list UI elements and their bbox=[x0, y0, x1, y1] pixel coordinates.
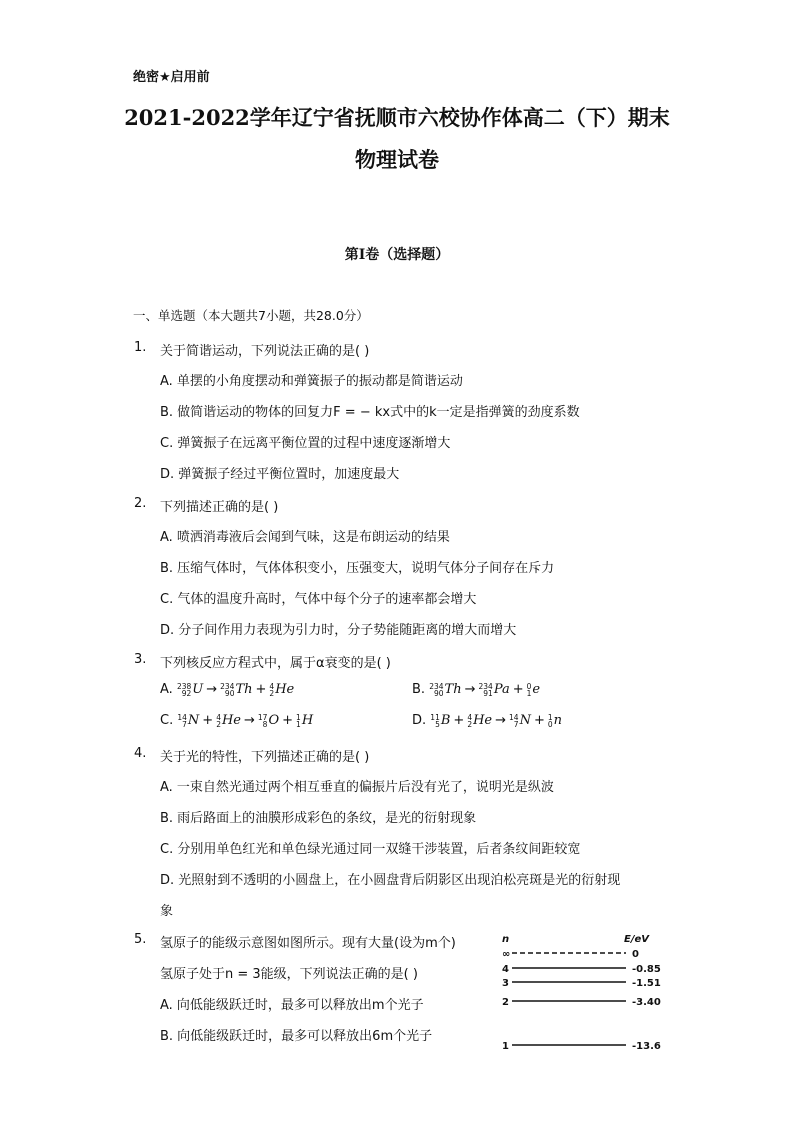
atomic-number: 2 bbox=[467, 719, 473, 729]
atomic-number: 7 bbox=[182, 719, 187, 729]
element-symbol: B bbox=[440, 713, 451, 728]
question-number: 5. bbox=[134, 932, 147, 947]
option-b: B. 做简谐运动的物体的回复力F = − kx式中的k一定是指弹簧的劲度系数 bbox=[160, 405, 580, 420]
equation-operator: + bbox=[533, 713, 545, 728]
question-number: 3. bbox=[134, 652, 147, 667]
mass-number: 14 bbox=[177, 712, 187, 722]
equation-operator: → bbox=[464, 682, 476, 697]
section-title: 第Ⅰ卷（选择题） bbox=[344, 247, 450, 263]
option-letter: C. bbox=[160, 713, 174, 728]
mass-number: 238 bbox=[176, 681, 192, 691]
option-b: B. 雨后路面上的油膜形成彩色的条纹，是光的衍射现象 bbox=[160, 811, 477, 826]
confidential-seal: 绝密★启用前 bbox=[133, 70, 210, 85]
question-number: 4. bbox=[134, 746, 147, 761]
atomic-number: 92 bbox=[181, 688, 192, 698]
nuclear-equation bbox=[177, 682, 294, 697]
question-stem: 下列核反应方程式中，属于α衰变的是( ) bbox=[160, 656, 391, 671]
question-number: 1. bbox=[134, 340, 147, 355]
level-energy-label: -13.6 bbox=[632, 1041, 661, 1052]
nuclide bbox=[296, 713, 313, 728]
group-title: 一、单选题（本大题共7小题，共28.0分） bbox=[133, 308, 369, 323]
level-n-label: ∞ bbox=[502, 949, 511, 960]
level-energy-label: -0.85 bbox=[632, 964, 661, 975]
nuclide bbox=[220, 682, 252, 697]
level-n-label: 4 bbox=[502, 964, 509, 975]
nuclide bbox=[177, 713, 199, 728]
equation-operator: + bbox=[512, 682, 524, 697]
atomic-number: 7 bbox=[513, 719, 519, 729]
atomic-number: 91 bbox=[483, 688, 493, 698]
question-stem: 下列描述正确的是( ) bbox=[160, 500, 279, 515]
mass-number: 1 bbox=[296, 712, 301, 722]
atomic-number: 90 bbox=[433, 688, 444, 698]
option-letter: B. bbox=[412, 682, 426, 697]
question-number: 2. bbox=[134, 496, 147, 511]
equation-operator: + bbox=[453, 713, 465, 728]
option-a bbox=[160, 682, 294, 697]
atomic-number: 5 bbox=[435, 719, 440, 729]
mass-number: 14 bbox=[509, 712, 519, 722]
nuclide bbox=[430, 713, 450, 728]
equation-operator: + bbox=[255, 682, 267, 697]
mass-number: 4 bbox=[467, 712, 473, 722]
element-symbol: O bbox=[268, 713, 280, 728]
mass-number: 234 bbox=[429, 681, 444, 691]
option-d: D. 弹簧振子经过平衡位置时，加速度最大 bbox=[160, 467, 400, 482]
atomic-number: 90 bbox=[224, 688, 235, 698]
level-n-label: 2 bbox=[502, 997, 509, 1008]
option-letter: A. bbox=[160, 682, 173, 697]
option-c: C. 弹簧振子在远离平衡位置的过程中速度逐渐增大 bbox=[160, 436, 451, 451]
mass-number: 11 bbox=[430, 712, 440, 722]
question-stem: 氢原子的能级示意图如图所示。现有大量(设为m个) bbox=[160, 936, 456, 951]
nuclide bbox=[548, 713, 562, 728]
element-symbol: He bbox=[473, 713, 493, 728]
option-letter: D. bbox=[412, 713, 427, 728]
nuclide bbox=[269, 682, 294, 697]
element-symbol: He bbox=[275, 682, 295, 697]
mass-number: 1 bbox=[547, 712, 553, 722]
mass-number: 234 bbox=[478, 681, 493, 691]
nuclide bbox=[509, 713, 531, 728]
equation-operator: + bbox=[202, 713, 214, 728]
nuclide bbox=[258, 713, 279, 728]
mass-number: 234 bbox=[220, 681, 235, 691]
option-a: A. 向低能级跃迁时，最多可以释放出m个光子 bbox=[160, 998, 424, 1013]
element-symbol: N bbox=[187, 713, 200, 728]
question-stem: 关于光的特性，下列描述正确的是( ) bbox=[160, 750, 370, 765]
nuclear-equation bbox=[429, 682, 540, 697]
exam-title-line1: 2021-2022学年辽宁省抚顺市六校协作体高二（下）期末 bbox=[124, 105, 670, 130]
equation-operator: + bbox=[282, 713, 294, 728]
exam-title-line2: 物理试卷 bbox=[355, 147, 439, 172]
level-energy-label: -3.40 bbox=[632, 997, 661, 1008]
level-energy-label: 0 bbox=[632, 949, 639, 960]
element-symbol: H bbox=[301, 713, 314, 728]
level-energy-label: -1.51 bbox=[632, 978, 661, 989]
equation-operator: → bbox=[244, 713, 255, 728]
nuclide bbox=[478, 682, 509, 697]
question-stem-continuation: 氢原子处于n = 3能级，下列说法正确的是( ) bbox=[160, 967, 418, 982]
level-n-label: 3 bbox=[502, 978, 509, 989]
element-symbol: U bbox=[192, 682, 204, 697]
element-symbol: N bbox=[519, 713, 531, 728]
option-b: B. 压缩气体时，气体体积变小，压强变大，说明气体分子间存在斥力 bbox=[160, 561, 555, 576]
option-a: A. 喷洒消毒液后会闻到气味，这是布朗运动的结果 bbox=[160, 530, 450, 545]
mass-number: 4 bbox=[216, 712, 221, 722]
level-n-label: 1 bbox=[502, 1041, 509, 1052]
option-b: B. 向低能级跃迁时，最多可以释放出6m个光子 bbox=[160, 1029, 433, 1044]
energy-axis-label: E/eV bbox=[624, 934, 650, 945]
nuclear-equation bbox=[430, 713, 562, 728]
option-c: C. 分别用单色红光和单色绿光通过同一双缝干涉装置，后者条纹间距较宽 bbox=[160, 842, 581, 857]
question-stem: 关于简谐运动，下列说法正确的是( ) bbox=[160, 344, 370, 359]
atomic-number: 2 bbox=[269, 688, 275, 698]
option-d: D. 分子间作用力表现为引力时，分子势能随距离的增大而增大 bbox=[160, 623, 517, 638]
nuclide bbox=[527, 682, 540, 697]
mass-number: 4 bbox=[269, 681, 275, 691]
element-symbol: Th bbox=[444, 682, 462, 697]
nuclide bbox=[177, 682, 203, 697]
element-symbol: Pa bbox=[493, 682, 510, 697]
option-c: C. 气体的温度升高时，气体中每个分子的速率都会增大 bbox=[160, 592, 477, 607]
atomic-number: 2 bbox=[216, 719, 221, 729]
option-a: A. 一束自然光通过两个相互垂直的偏振片后没有光了，说明光是纵波 bbox=[160, 780, 554, 795]
mass-number: 0 bbox=[526, 681, 532, 691]
element-symbol: n bbox=[553, 713, 563, 728]
nuclear-equation bbox=[177, 713, 313, 728]
atomic-number: 0 bbox=[547, 719, 553, 729]
atomic-number: 1 bbox=[296, 719, 301, 729]
energy-level-diagram bbox=[496, 930, 666, 1055]
equation-operator: → bbox=[206, 682, 218, 697]
option-c bbox=[160, 713, 313, 728]
option-d-continuation: 象 bbox=[160, 904, 174, 919]
nuclide bbox=[429, 682, 461, 697]
option-b bbox=[412, 682, 540, 697]
nuclide bbox=[467, 713, 492, 728]
element-symbol: e bbox=[532, 682, 541, 697]
option-d: D. 光照射到不透明的小圆盘上，在小圆盘背后阴影区出现泊松亮斑是光的衍射现 bbox=[160, 873, 621, 888]
nuclide bbox=[216, 713, 241, 728]
n-axis-label: n bbox=[502, 934, 510, 945]
atomic-number: 1 bbox=[526, 688, 532, 698]
element-symbol: Th bbox=[235, 682, 253, 697]
equation-operator: → bbox=[495, 713, 507, 728]
mass-number: 17 bbox=[257, 712, 268, 722]
option-a: A. 单摆的小角度摆动和弹簧振子的振动都是简谐运动 bbox=[160, 374, 463, 389]
atomic-number: 8 bbox=[262, 719, 268, 729]
element-symbol: He bbox=[221, 713, 241, 728]
option-d bbox=[412, 713, 562, 728]
